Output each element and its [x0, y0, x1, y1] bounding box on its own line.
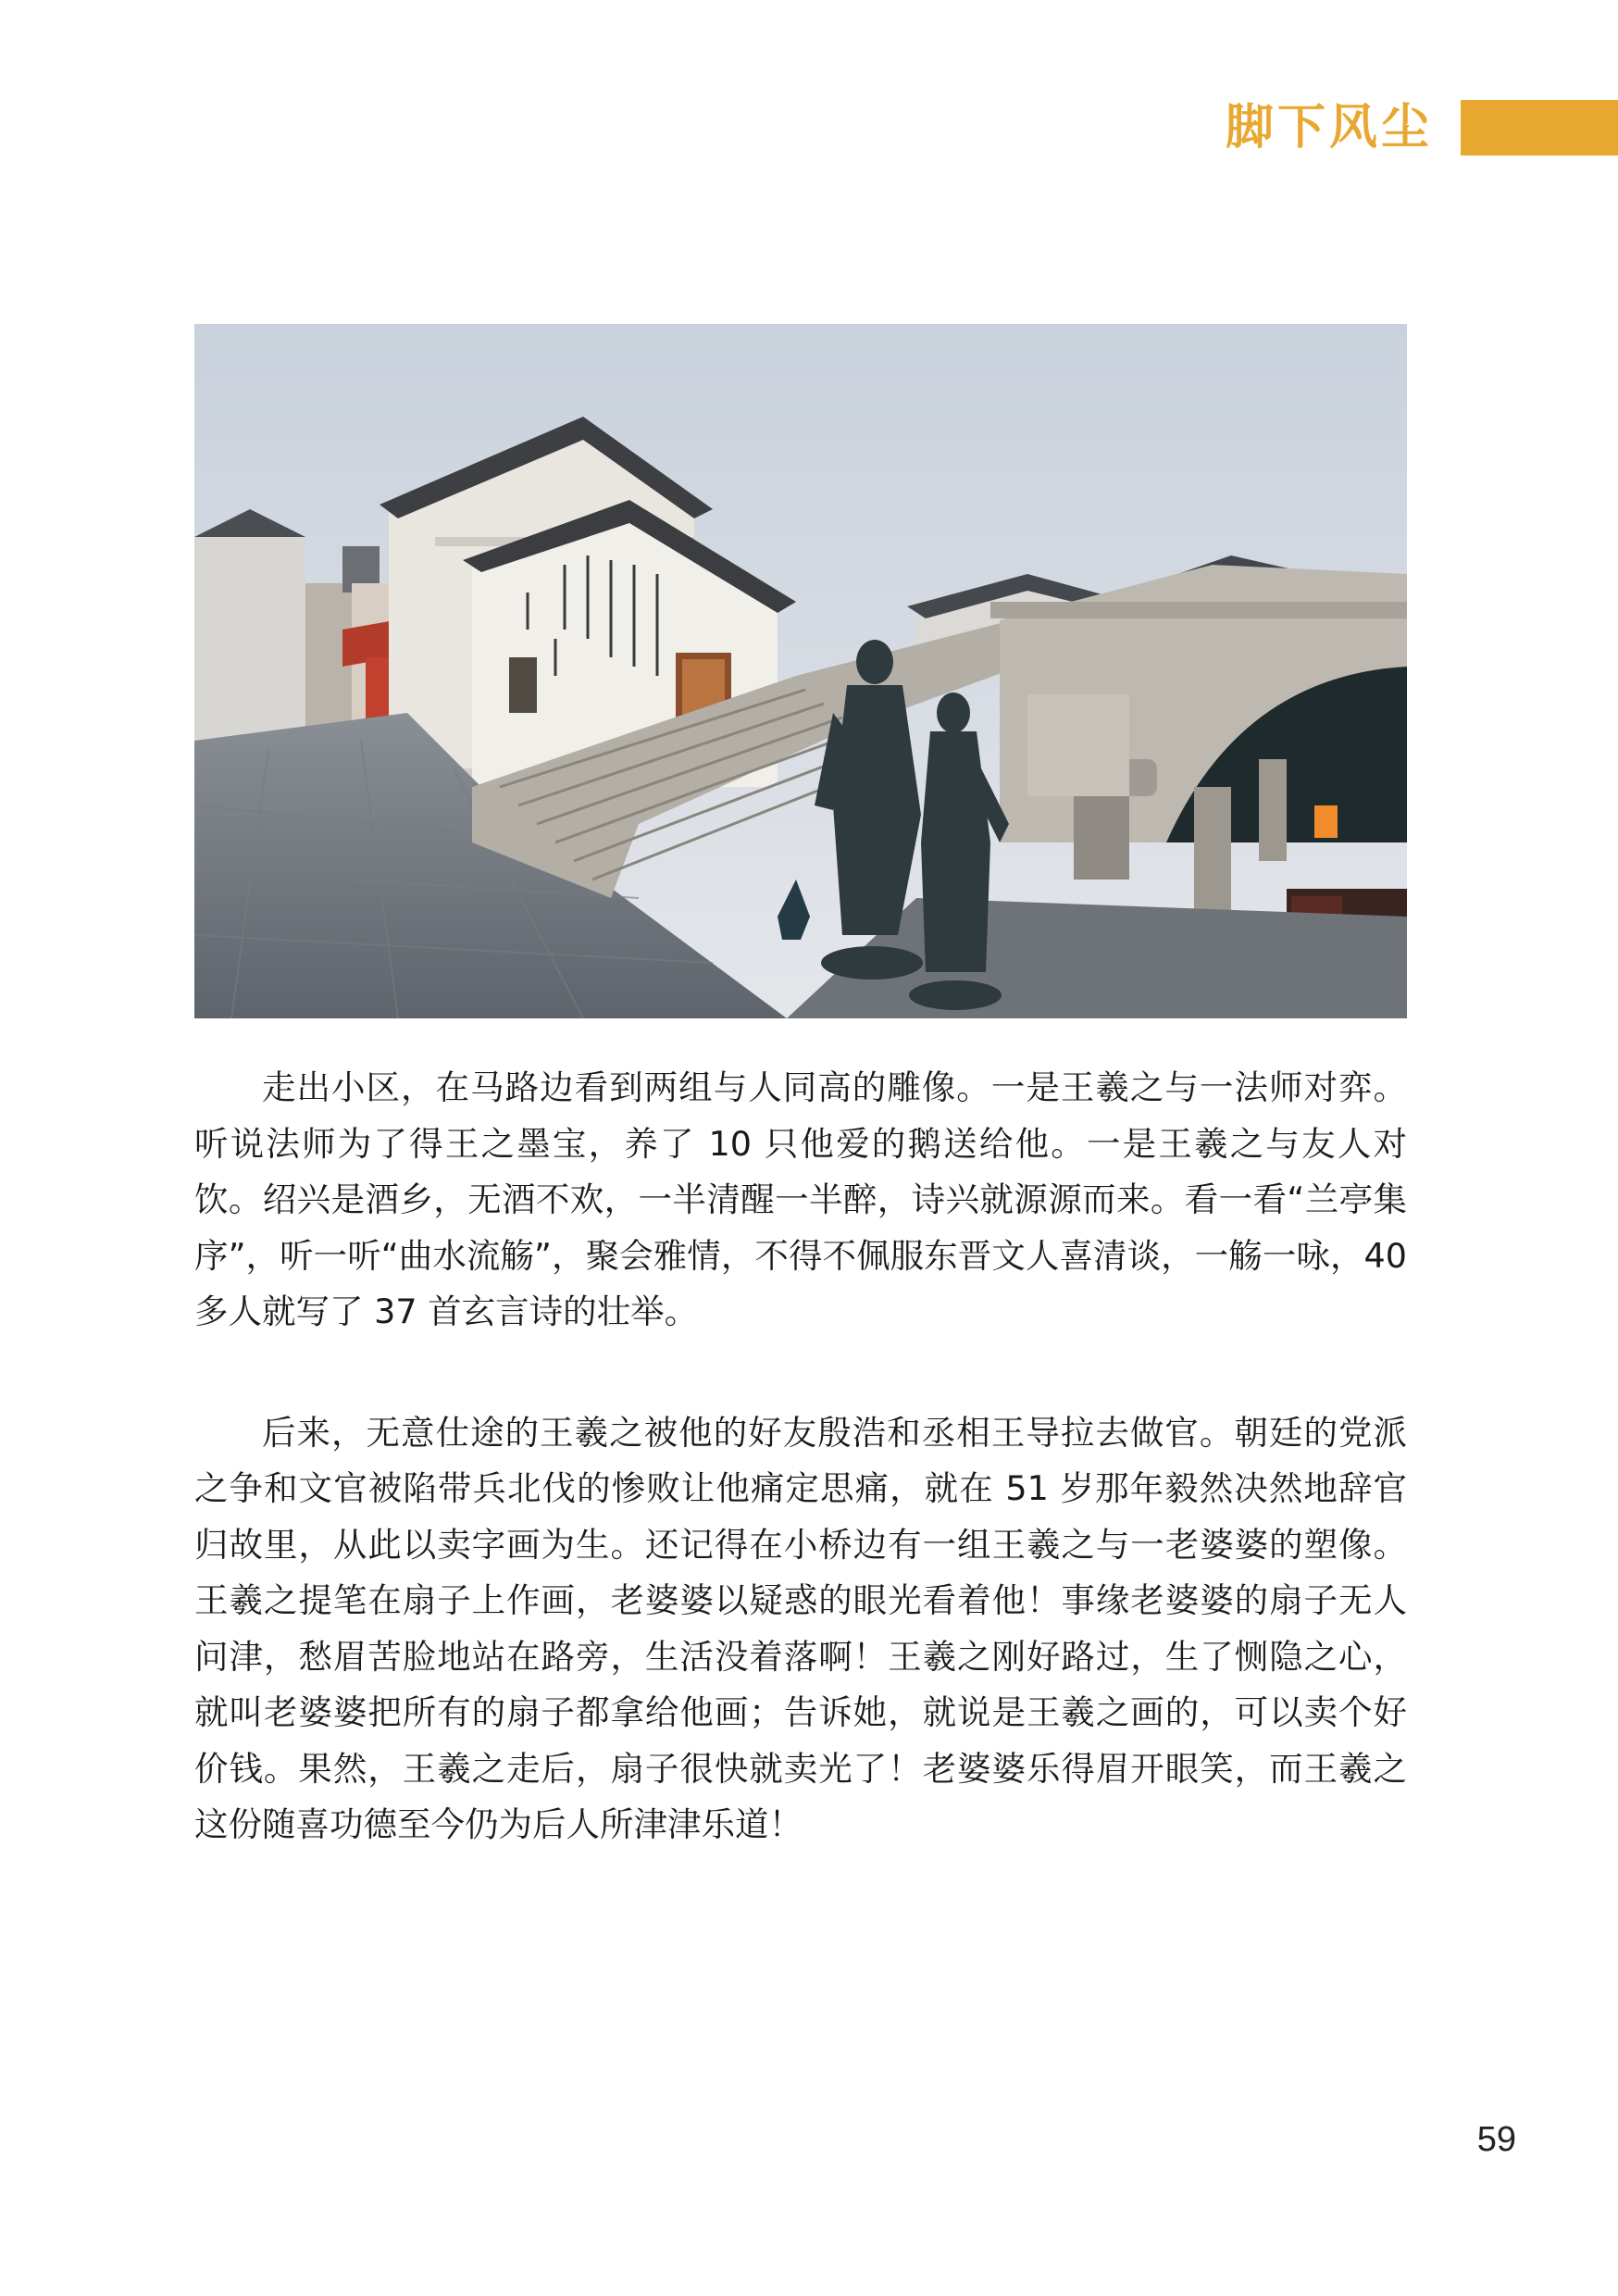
section-accent-bar [1461, 100, 1618, 156]
photo-of-bridge-and-statues [194, 324, 1407, 1018]
article-paragraph: 后来，无意仕途的王羲之被他的好友殷浩和丞相王导拉去做官。朝廷的党派之争和文官被陷带兵北伐的惨败让他痛定思痛，就在 51 岁那年毅然决然地辞官归故里，从此以卖字画为生。还记得在小桥边有一组王羲之与一老婆婆的塑像。王羲之提笔在扇子上作画，老婆婆以疑惑的眼光看着他！事缘老婆婆的扇子无人问津，愁眉苦脸地站在路旁，生活没着落啊！王羲之刚好路过，生了恻隐之心，就叫老婆婆把所有的扇子都拿给他画；告诉她，就说是王羲之画的，可以卖个好价钱。果然，王羲之走后，扇子很快就卖光了！老婆婆乐得眉开眼笑，而王羲之这份随喜功德至今仍为后人所津津乐道！ [194, 1412, 1407, 1844]
section-title: 脚下风尘 [1225, 100, 1433, 156]
page-number: 59 [1476, 2120, 1516, 2159]
section-header [1176, 100, 1618, 156]
article-body [194, 1060, 1407, 1853]
article-paragraph: 走出小区，在马路边看到两组与人同高的雕像。一是王羲之与一法师对弈。听说法师为了得王之墨宝，养了 10 只他爱的鹅送给他。一是王羲之与友人对饮。绍兴是酒乡，无酒不欢，一半清醒一半醉，诗兴就源源而来。看一看“兰亭集序”，听一听“曲水流觞”，聚会雅情，不得不佩服东晋文人喜清谈，一觞一咏，40 多人就写了 37 首玄言诗的壮举。 [194, 1067, 1407, 1331]
